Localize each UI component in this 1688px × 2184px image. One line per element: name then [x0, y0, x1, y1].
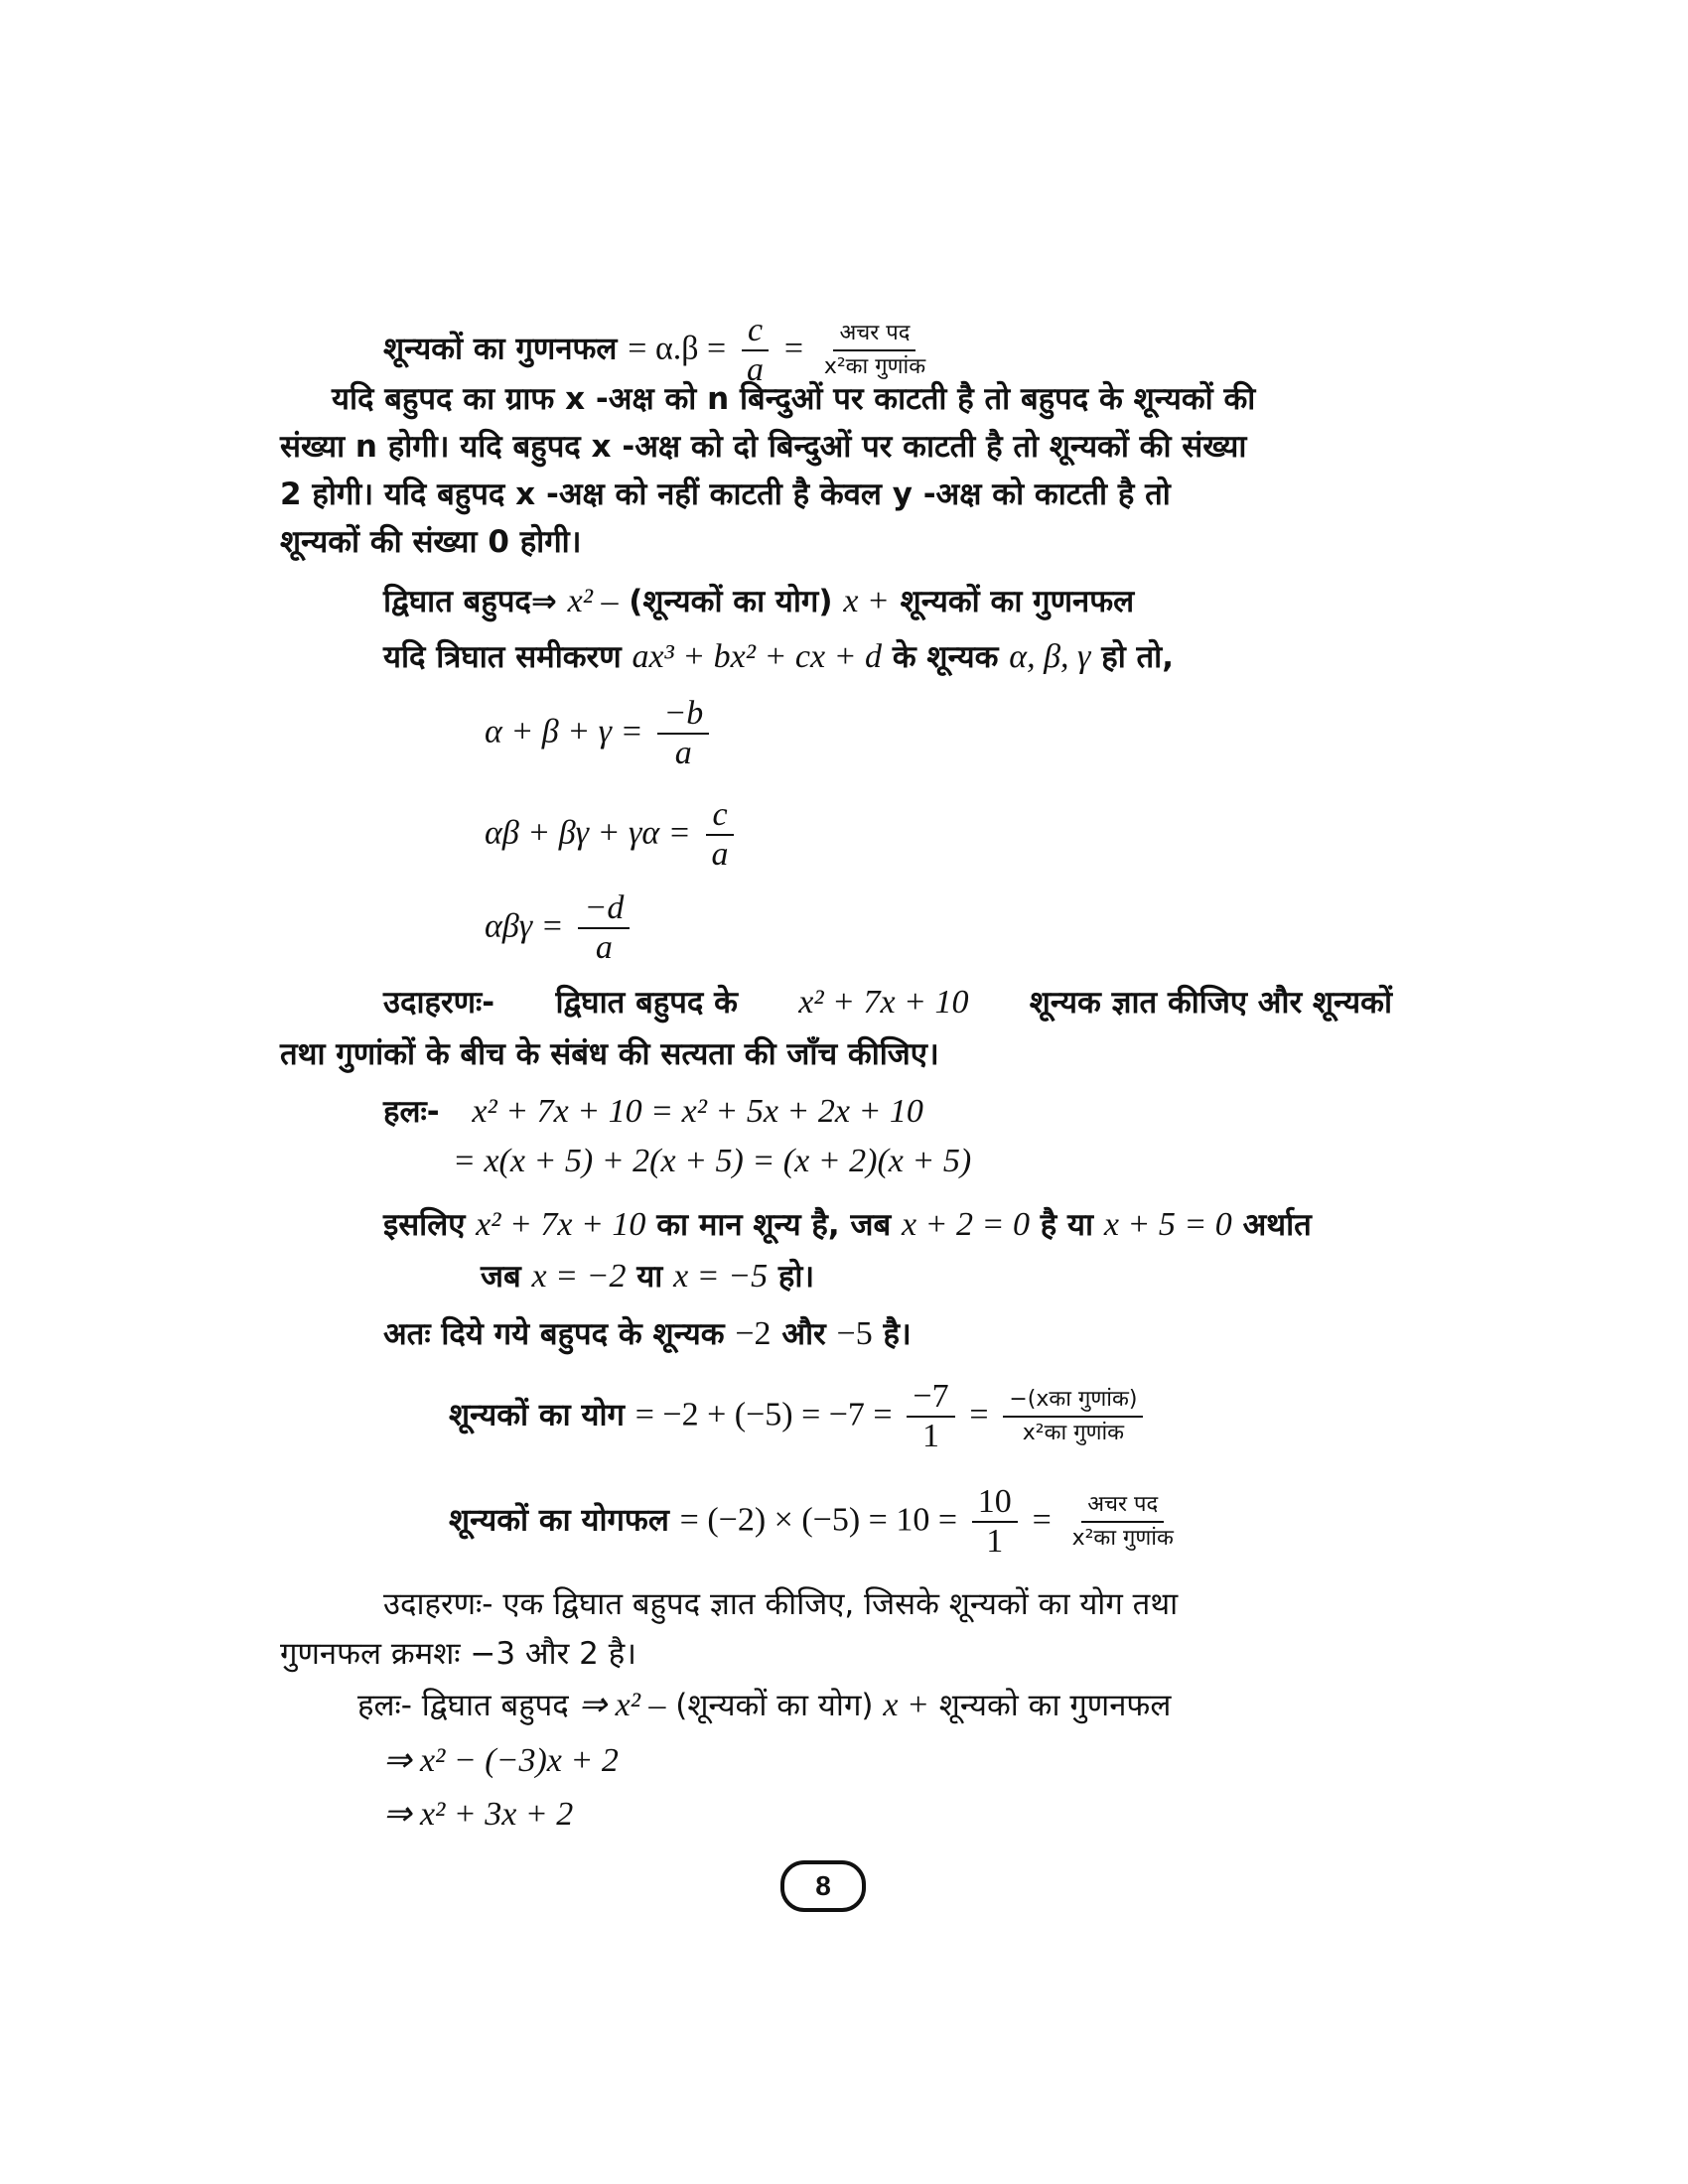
fraction [657, 695, 709, 772]
solution-line-4 [481, 1255, 814, 1298]
zero: −5 [836, 1315, 873, 1352]
denominator: a [595, 929, 613, 966]
text: अतः दिये गये बहुपद के शून्यक [383, 1316, 725, 1352]
numerator: −b [657, 695, 709, 735]
example-2-solution-line-1 [357, 1684, 1171, 1727]
denominator: x²का गुणांक [1022, 1421, 1125, 1445]
expr-x: x + [883, 1687, 929, 1723]
text: और [781, 1316, 826, 1352]
expression: = −2 + (−5) = −7 = [634, 1396, 893, 1433]
equals: = [783, 330, 804, 367]
fraction [972, 1483, 1018, 1561]
example-1-line-2 [280, 1032, 1392, 1076]
text: इसलिए [383, 1207, 466, 1243]
text: द्विघात बहुपद के [555, 985, 738, 1021]
zero: −2 [735, 1315, 772, 1352]
fraction [578, 889, 630, 967]
cubic-relation-sum [485, 695, 713, 772]
text: तथा गुणांकों के बीच के संबंध की सत्यता की जाँच कीजिए। [280, 1036, 939, 1072]
text: गुणनफल क्रमशः −3 और 2 है। [280, 1636, 636, 1672]
paragraph-graph-zeros [280, 377, 1392, 564]
fraction-constant-ratio [1066, 1489, 1180, 1555]
expression: = α.β = [628, 330, 727, 367]
text: के शून्यक [892, 639, 999, 675]
quadratic-polynomial-line [383, 580, 1134, 623]
fraction-constant-over-coefficient [818, 318, 931, 383]
equals: = [969, 1396, 989, 1433]
label: शून्यकों का योग [449, 1397, 625, 1433]
numerator: 10 [972, 1483, 1018, 1523]
numerator: −7 [907, 1378, 954, 1418]
numerator: −(xका गुणांक) [1003, 1384, 1143, 1418]
denominator: x²का गुणांक [823, 354, 926, 379]
text: या [636, 1259, 663, 1295]
factorization-result: = x(x + 5) + 2(x + 5) = (x + 2)(x + 5) [453, 1143, 972, 1179]
example-2-line-2 [280, 1632, 1392, 1676]
label: शून्यकों का गुणनफल [383, 331, 618, 367]
solution-line-2 [453, 1140, 971, 1183]
lhs: αβ + βγ + γα = [485, 814, 691, 852]
text: है। [883, 1316, 912, 1352]
sum-of-zeros-line [449, 1378, 1147, 1455]
expression: ⇒ x² + 3x + 2 [383, 1796, 574, 1833]
lhs: αβγ = [485, 907, 564, 945]
text: हो। [777, 1259, 815, 1295]
lhs: α + β + γ = [485, 713, 643, 751]
root: x = −2 [531, 1258, 627, 1295]
text: यदि बहुपद का ग्राफ x -अक्ष को n बिन्दुओं पर काटती है तो बहुपद के शून्यकों की [332, 381, 1256, 417]
solution-line-5 [383, 1312, 912, 1356]
cubic-relation-product [485, 889, 633, 967]
page-number: 8 [780, 1860, 866, 1912]
expr-x-squared: ⇒ x² – [578, 1687, 666, 1723]
example-1 [280, 981, 1392, 1076]
polynomial: x² + 7x + 10 [798, 984, 969, 1021]
denominator: a [747, 351, 765, 388]
text: उदाहरणः- एक द्विघात बहुपद ज्ञात कीजिए, जिसके शून्यकों का योग तथा [383, 1586, 1179, 1622]
expr-x: x + [843, 583, 890, 619]
example-2-line-1 [280, 1582, 1392, 1626]
example-2-solution-line-3 [383, 1793, 573, 1837]
product-of-zeros: शून्यकों का गुणनफल [900, 584, 1135, 619]
product-of-zeros: शून्यको का गुणनफल [938, 1688, 1172, 1723]
text: शून्यक ज्ञात कीजिए और शून्यकों [1029, 985, 1392, 1021]
label: शून्यकों का योगफल [449, 1502, 669, 1539]
equation: x + 2 = 0 [901, 1206, 1030, 1243]
denominator: 1 [986, 1523, 1004, 1560]
expression: ⇒ x² − (−3)x + 2 [383, 1742, 619, 1779]
text: का मान शून्य है, जब [656, 1207, 892, 1243]
zeros-alpha-beta-gamma: α, β, γ [1009, 638, 1091, 675]
text: है या [1040, 1207, 1094, 1243]
denominator: 1 [922, 1418, 939, 1454]
example-label: उदाहरणः- [383, 985, 495, 1021]
cubic-relation-pairwise [485, 796, 738, 874]
label: यदि त्रिघात समीकरण [383, 639, 622, 675]
expr-x-squared: x² – [567, 583, 619, 619]
equals: = [1032, 1501, 1052, 1539]
numerator: अचर पद [1081, 1489, 1164, 1523]
example-2 [280, 1582, 1392, 1676]
cubic-expression: ax³ + bx² + cx + d [632, 638, 883, 675]
expression: = (−2) × (−5) = 10 = [679, 1501, 957, 1539]
fraction [705, 796, 734, 874]
numerator: c [742, 312, 769, 351]
sum-of-zeros: (शून्यकों का योग) [629, 584, 833, 619]
label: द्विघात बहुपद⇒ [383, 584, 557, 619]
denominator: a [711, 836, 729, 873]
numerator: −d [578, 889, 630, 929]
factorization-step: x² + 7x + 10 = x² + 5x + 2x + 10 [472, 1093, 923, 1130]
paragraph-line-3 [280, 473, 1392, 516]
root: x = −5 [673, 1258, 769, 1295]
paragraph-line-2 [280, 425, 1392, 469]
solution-label: हलः- द्विघात बहुपद [357, 1688, 569, 1723]
denominator: a [674, 735, 692, 771]
solution-line-3 [383, 1203, 1312, 1247]
text: जब [481, 1259, 521, 1295]
sum-of-zeros: (शून्यकों का योग) [675, 1688, 874, 1723]
example-1-line-1 [280, 981, 1392, 1024]
text: 2 होगी। यदि बहुपद x -अक्ष को नहीं काटती है केवल y -अक्ष को काटती है तो [280, 477, 1171, 512]
text: संख्या n होगी। यदि बहुपद x -अक्ष को दो बिन्दुओं पर काटती है तो शून्यकों की संख्या [280, 429, 1247, 465]
solution-line-1 [383, 1090, 923, 1134]
example-2-solution-line-2 [383, 1739, 619, 1783]
text: शून्यकों की संख्या 0 होगी। [280, 524, 582, 560]
numerator: अचर पद [833, 318, 915, 351]
equation: x + 5 = 0 [1103, 1206, 1232, 1243]
paragraph-line-4 [280, 520, 1392, 564]
product-of-zeros-verification-line [449, 1483, 1184, 1561]
solution-label: हलः- [383, 1094, 440, 1130]
fraction [907, 1378, 954, 1455]
denominator: x²का गुणांक [1071, 1526, 1174, 1551]
numerator: c [706, 796, 733, 836]
cubic-equation-line [383, 635, 1174, 679]
text: अर्थात [1242, 1207, 1312, 1243]
fraction-coefficient-ratio [1003, 1384, 1143, 1449]
text: हो तो, [1101, 639, 1174, 675]
paragraph-line-1 [280, 377, 1392, 421]
polynomial: x² + 7x + 10 [476, 1206, 646, 1243]
